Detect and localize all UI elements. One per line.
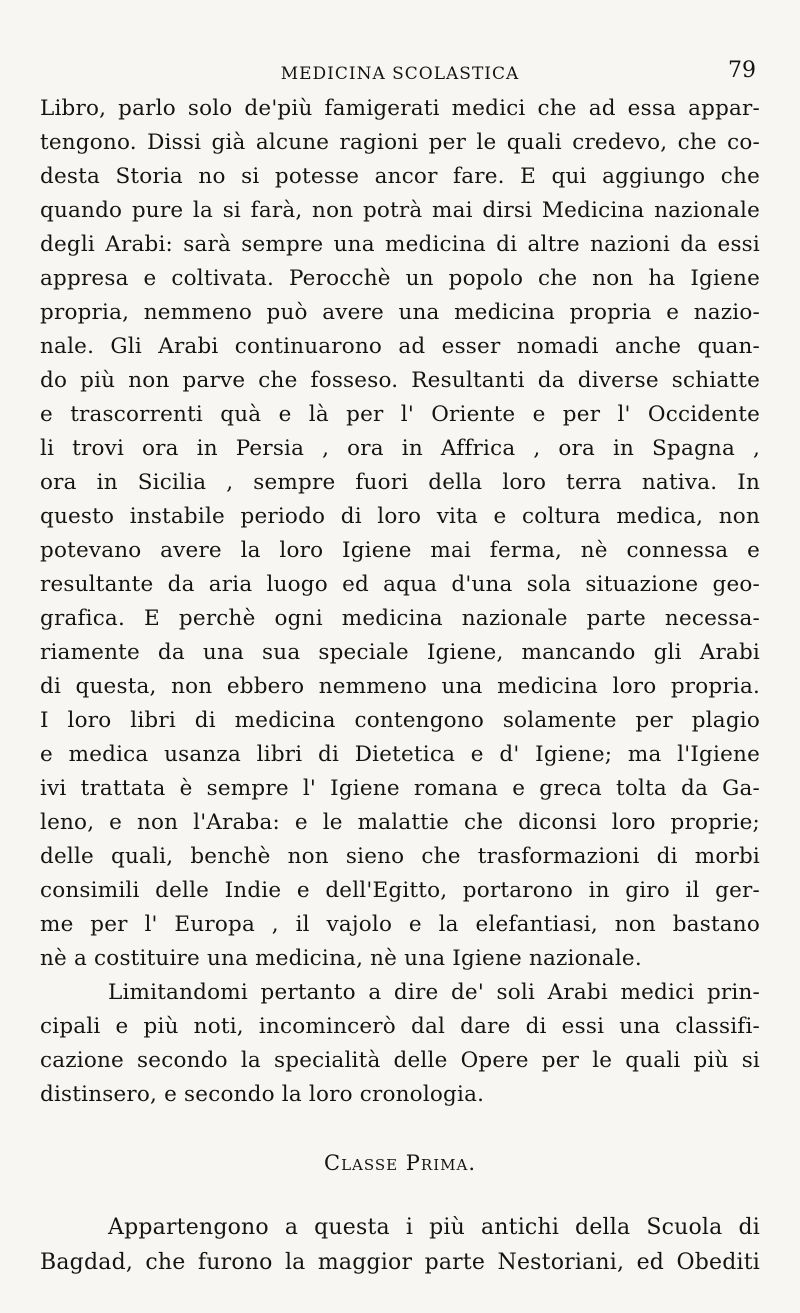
text-line: li trovi ora in Persia , ora in Affrica , ora in Spagna , <box>40 436 760 461</box>
text-line: degli Arabi: sarà sempre una medicina di altre nazioni da essi <box>40 232 760 257</box>
text-line: di questa, non ebbero nemmeno una medicina loro propria. <box>40 674 760 699</box>
paragraph-1 <box>40 92 760 976</box>
text-line: propria, nemmeno può avere una medicina propria e nazio- <box>40 300 760 325</box>
text-line: Bagdad, che furono la maggior parte Nestoriani, ed Obediti <box>40 1250 760 1275</box>
text-line: Appartengono a questa i più antichi della Scuola di <box>108 1215 760 1240</box>
paragraph-2 <box>40 976 760 1112</box>
text-line: cazione secondo la specialità delle Opere per le quali più si <box>40 1048 760 1073</box>
text-line: tengono. Dissi già alcune ragioni per le quali credevo, che co- <box>40 130 760 155</box>
text-line: e medica usanza libri di Dietetica e d' Igiene; ma l'Igiene <box>40 742 760 767</box>
text-line: ora in Sicilia , sempre fuori della loro terra nativa. In <box>40 470 760 495</box>
text-line: grafica. E perchè ogni medicina nazionale parte necessa- <box>40 606 760 631</box>
page-number: 79 <box>728 58 756 83</box>
running-title: MEDICINA SCOLASTICA <box>280 64 520 84</box>
text-line: appresa e coltivata. Perocchè un popolo che non ha Igiene <box>40 266 760 291</box>
running-head <box>40 52 760 92</box>
text-line: cipali e più noti, incomincerò dal dare di essi una classifi- <box>40 1014 760 1039</box>
text-line: nale. Gli Arabi continuarono ad esser nomadi anche quan- <box>40 334 760 359</box>
text-line: Libro, parlo solo de'più famigerati medici che ad essa appar- <box>40 96 760 121</box>
text-line: distinsero, e secondo la loro cronologia. <box>40 1082 485 1107</box>
text-line: ivi trattata è sempre l' Igiene romana e greca tolta da Ga- <box>40 776 760 801</box>
paragraph-3 <box>40 1210 760 1280</box>
text-line: desta Storia no si potesse ancor fare. E qui aggiungo che <box>40 164 760 189</box>
text-line: Limitandomi pertanto a dire de' soli Arabi medici prin- <box>108 980 760 1005</box>
text-line: I loro libri di medicina contengono solamente per plagio <box>40 708 760 733</box>
text-line: resultante da aria luogo ed aqua d'una sola situazione geo- <box>40 572 760 597</box>
book-page <box>40 52 760 1280</box>
text-line: riamente da una sua speciale Igiene, mancando gli Arabi <box>40 640 760 665</box>
text-line: e trascorrenti quà e là per l' Oriente e per l' Occidente <box>40 402 760 427</box>
text-line: me per l' Europa , il vajolo e la elefantiasi, non bastano <box>40 912 760 937</box>
text-line: delle quali, benchè non sieno che trasformazioni di morbi <box>40 844 760 869</box>
text-line: quando pure la si farà, non potrà mai dirsi Medicina nazionale <box>40 198 760 223</box>
text-line: potevano avere la loro Igiene mai ferma, nè connessa e <box>40 538 760 563</box>
text-line: nè a costituire una medicina, nè una Igiene nazionale. <box>40 946 642 971</box>
text-line: questo instabile periodo di loro vita e coltura medica, non <box>40 504 760 529</box>
text-line: consimili delle Indie e dell'Egitto, portarono in giro il ger- <box>40 878 760 903</box>
text-line: leno, e non l'Araba: e le malattie che diconsi loro proprie; <box>40 810 760 835</box>
text-line: do più non parve che fosseso. Resultanti da diverse schiatte <box>40 368 760 393</box>
section-heading: Classe Prima. <box>324 1151 476 1175</box>
